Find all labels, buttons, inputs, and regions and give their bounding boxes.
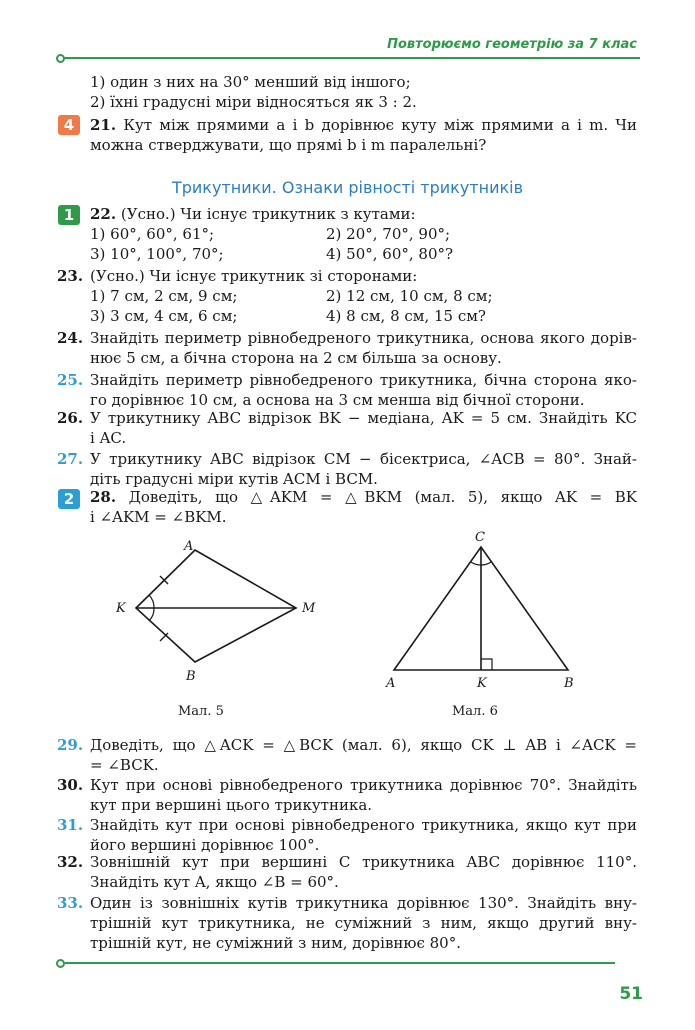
problem-32-number: 32. [57,853,84,871]
problem-30-line-2: кут при вершині цього трикутника. [90,796,373,814]
problem-27-number: 27. [57,450,84,468]
level-badge-4: 4 [58,115,80,135]
figure-5-caption: Мал. 5 [178,704,224,719]
problem-26-line-2: і AC. [90,429,127,447]
problem-30-line-1: Кут при основі рівнобедреного трикутника дорівнює 70°. Знайдіть [90,776,637,794]
problem-29-line-1: Доведіть, що △ACK = △BCK (мал. 6), якщо CK ⊥ AB і ∠ACK = [90,736,637,754]
fig5-quadrilateral [136,550,296,662]
footer-rule-dot [56,959,65,968]
problem-26-number: 26. [57,409,84,427]
problem-22-option-4: 4) 50°, 60°, 80°? [326,245,454,263]
problem-22-option-1: 1) 60°, 60°, 61°; [90,225,215,243]
intro-line-2: 2) їхні градусні міри відносяться як 3 : 2. [90,93,417,111]
fig6-label-a: A [386,676,396,691]
fig5-label-a: A [184,539,194,554]
problem-33-line-3: трішній кут, не суміжний з ним, дорівнює 80°. [90,934,461,952]
problem-31-number: 31. [57,816,84,834]
fig6-label-c: C [475,530,485,545]
problem-21-line-1 [90,115,637,135]
problem-33-number: 33. [57,894,84,912]
running-header: Повторюємо геометрію за 7 клас [387,37,637,52]
problem-28-number: 28. [90,488,117,506]
problem-22-head [90,204,416,224]
problem-29-line-2: = ∠BCK. [90,756,159,774]
problem-24-line-1: Знайдіть периметр рівнобедреного трикутника, основа якого дорів- [90,329,637,347]
problem-23-option-1: 1) 7 см, 2 см, 9 см; [90,287,238,305]
problem-32-line-2: Знайдіть кут A, якщо ∠B = 60°. [90,873,339,891]
figure-6 [378,525,588,695]
problem-23-option-2: 2) 12 см, 10 см, 8 см; [326,287,493,305]
footer-rule [65,962,615,964]
problem-25-line-2: го дорівнює 10 см, а основа на 3 см менша від бічної сторони. [90,391,585,409]
fig5-label-b: B [186,669,196,684]
problem-33-line-2: трішній кут трикутника, не суміжний з ним, якщо другий вну- [90,914,637,932]
problem-23-head: (Усно.) Чи існує трикутник зі сторонами: [90,267,418,285]
problem-21-text-1: Кут між прямими a і b дорівнює куту між прямими a і m. Чи [123,116,637,134]
fig6-label-b: B [564,676,574,691]
problem-30-number: 30. [57,776,84,794]
problem-29-number: 29. [57,736,84,754]
problem-21-number: 21. [90,116,117,134]
problem-33-line-1: Один із зовнішніх кутів трикутника дорівнює 130°. Знайдіть вну- [90,894,637,912]
section-title: Трикутники. Ознаки рівності трикутників [171,178,524,197]
problem-22-option-2: 2) 20°, 70°, 90°; [326,225,451,243]
fig6-label-k: K [477,676,487,691]
fig5-label-k: K [116,601,126,616]
page-number: 51 [619,984,643,1004]
problem-32-line-1: Зовнішній кут при вершині C трикутника ABC дорівнює 110°. [90,853,637,871]
problem-23-option-4: 4) 8 см, 8 см, 15 см? [326,307,486,325]
problem-21-line-2: можна стверджувати, що прямі b і m паралельні? [90,136,487,154]
problem-25-number: 25. [57,371,84,389]
level-badge-2: 2 [58,489,80,509]
problem-27-line-2: діть градусні міри кутів ACM і BCM. [90,470,378,488]
header-rule-dot [56,54,65,63]
problem-28-line-1 [90,487,637,507]
header-rule [65,57,640,59]
problem-28-text-1: Доведіть, що △AKM = △BKM (мал. 5), якщо AK = BK [128,488,637,506]
intro-line-1: 1) один з них на 30° менший від іншого; [90,73,411,91]
figure-6-caption: Мал. 6 [452,704,498,719]
problem-26-line-1: У трикутнику ABC відрізок BK − медіана, AK = 5 см. Знайдіть KC [90,409,637,427]
problem-22-text: (Усно.) Чи існує трикутник з кутами: [120,205,416,223]
fig6-right-angle [481,659,492,670]
problem-22-option-3: 3) 10°, 100°, 70°; [90,245,224,263]
problem-28-line-2: і ∠AKM = ∠BKM. [90,508,227,526]
problem-24-number: 24. [57,329,84,347]
problem-31-line-2: його вершині дорівнює 100°. [90,836,320,854]
problem-25-line-1: Знайдіть периметр рівнобедреного трикутника, бічна сторона яко- [90,371,637,389]
problem-22-number: 22. [90,205,117,223]
problem-23-number: 23. [57,267,84,285]
figure-5 [100,530,340,690]
fig5-label-m: M [302,601,316,616]
problem-31-line-1: Знайдіть кут при основі рівнобедреного трикутника, якщо кут при [90,816,637,834]
level-badge-1: 1 [58,205,80,225]
problem-23-option-3: 3) 3 см, 4 см, 6 см; [90,307,238,325]
problem-24-line-2: нює 5 см, а бічна сторона на 2 см більша за основу. [90,349,502,367]
problem-27-line-1: У трикутнику ABC відрізок CM − бісектриса, ∠ACB = 80°. Знай- [90,450,637,468]
